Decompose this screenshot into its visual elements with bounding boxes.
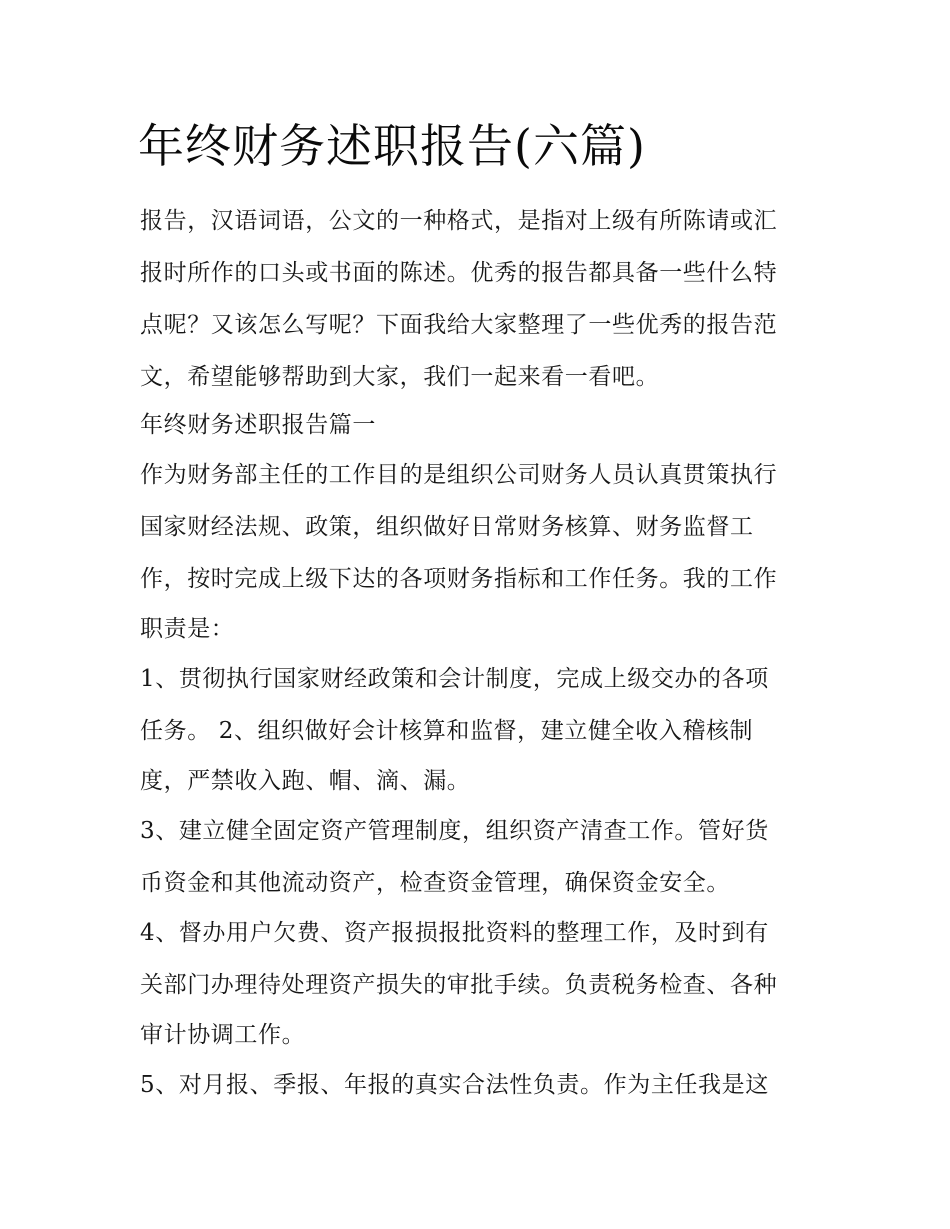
- list-item-4-line-1: 4、督办用户欠费、资产报损报批资料的整理工作，及时到有: [140, 920, 769, 946]
- list-item-4-line-3: 审计协调工作。: [140, 1022, 306, 1048]
- body-line-2: 国家财经法规、政策，组织做好日常财务核算、财务监督工: [140, 514, 754, 540]
- list-item-3-line-1: 3、建立健全固定资产管理制度，组织资产清查工作。管好货: [140, 818, 769, 844]
- list-item-2-line-2: 度，严禁收入跑、帽、滴、漏。: [140, 768, 471, 794]
- body-line-4: 职责是：: [140, 616, 235, 642]
- list-item-1-line-2: 任务。 2、组织做好会计核算和监督，建立健全收入稽核制: [140, 718, 754, 744]
- list-item-1-line-1: 1、贯彻执行国家财经政策和会计制度，完成上级交办的各项: [140, 666, 769, 692]
- body-line-1: 作为财务部主任的工作目的是组织公司财务人员认真贯策执行: [140, 462, 778, 488]
- document-title: 年终财务述职报告(六篇): [138, 119, 646, 173]
- intro-line-2: 报时所作的口头或书面的陈述。优秀的报告都具备一些什么特: [140, 260, 778, 286]
- body-line-3: 作，按时完成上级下达的各项财务指标和工作任务。我的工作: [140, 566, 778, 592]
- list-item-5-line-1: 5、对月报、季报、年报的真实合法性负责。作为主任我是这: [140, 1072, 769, 1098]
- list-item-3-line-2: 币资金和其他流动资产，检查资金管理，确保资金安全。: [140, 870, 730, 896]
- section-heading-1: 年终财务述职报告篇一: [140, 412, 376, 438]
- intro-line-1: 报告，汉语词语，公文的一种格式，是指对上级有所陈请或汇: [140, 208, 778, 234]
- intro-line-4: 文，希望能够帮助到大家，我们一起来看一看吧。: [140, 364, 660, 390]
- intro-line-3: 点呢？又该怎么写呢？下面我给大家整理了一些优秀的报告范: [140, 312, 778, 338]
- list-item-4-line-2: 关部门办理待处理资产损失的审批手续。负责税务检查、各种: [140, 972, 778, 998]
